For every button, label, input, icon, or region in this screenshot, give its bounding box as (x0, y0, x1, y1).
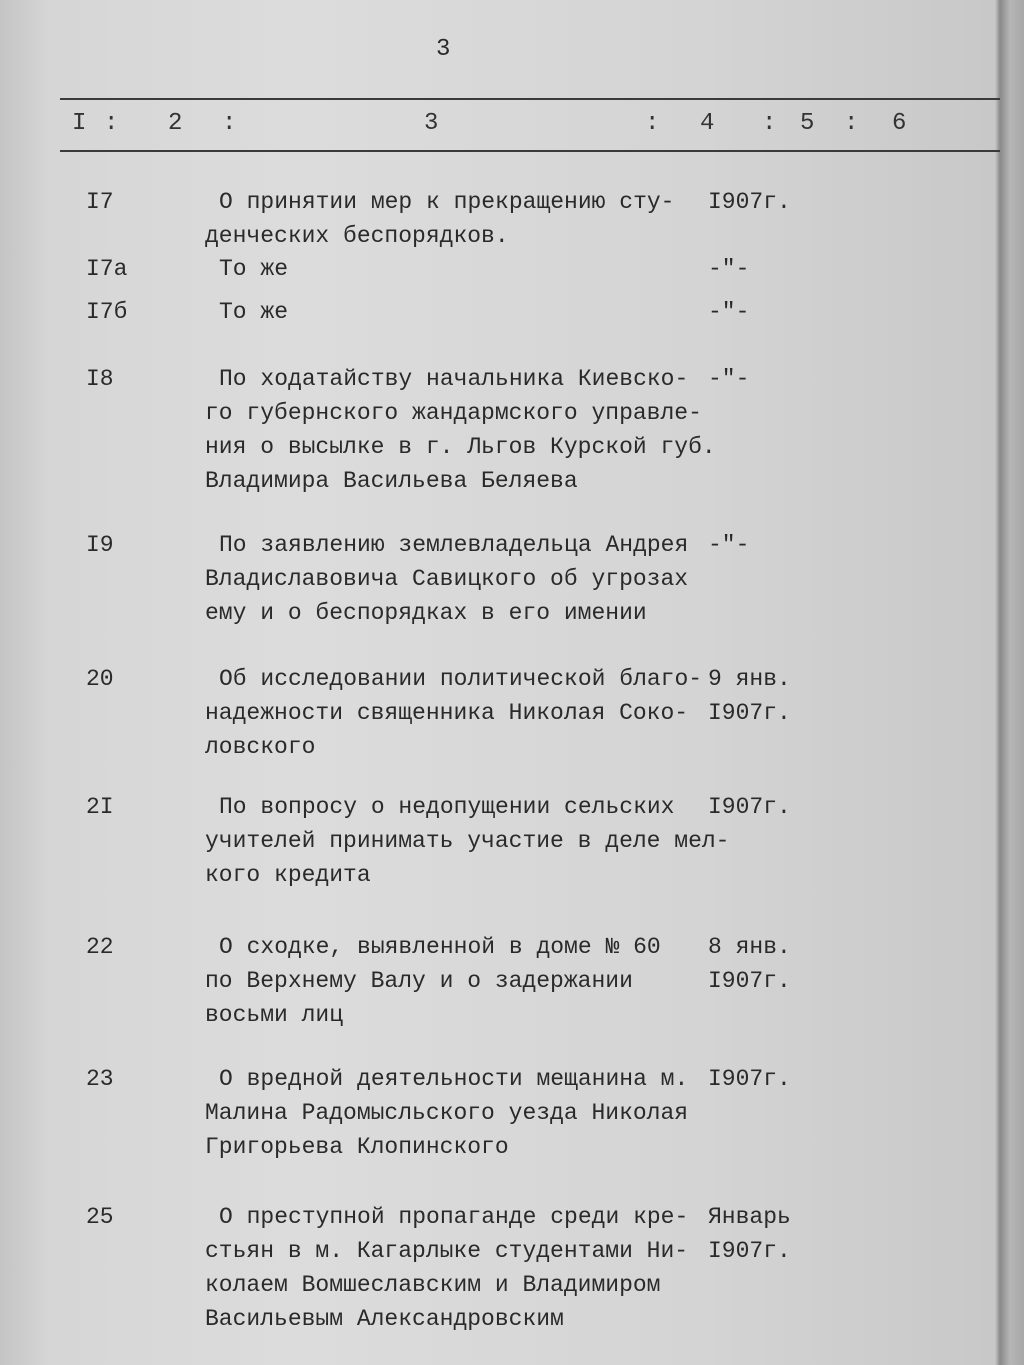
entry-number: I9 (86, 532, 114, 558)
description-line: учителей принимать участие в деле мел- (205, 828, 730, 854)
description-line: го губернского жандармского управле- (205, 400, 702, 426)
entry-date (708, 1200, 791, 1268)
entry-number: 22 (86, 934, 114, 960)
description-line: Об исследовании политической благо- (219, 666, 703, 692)
description-line: По заявлению землевладельца Андрея (219, 532, 689, 558)
description-line: О сходке, выявленной в доме № 60 (219, 934, 661, 960)
entry-number: I7 (86, 189, 114, 215)
date-line: -"- (708, 532, 750, 558)
column-separator: : (222, 110, 237, 137)
column-header: I (72, 110, 87, 137)
description-line: О вредной деятельности мещанина м. (219, 1066, 689, 1092)
description-line: кого кредита (205, 862, 371, 888)
entry-description (205, 185, 674, 253)
description-line: колаем Вомшеславским и Владимиром (205, 1272, 661, 1298)
description-line: надежности священника Николая Соко- (205, 700, 689, 726)
description-line: Владимира Васильева Беляева (205, 468, 578, 494)
date-line: I907г. (708, 700, 791, 726)
description-line: ему и о беспорядках в его имении (205, 600, 647, 626)
description-line: ния о высылке в г. Льгов Курской губ. (205, 434, 716, 460)
date-line: 9 янв. (708, 666, 791, 692)
entry-description (205, 930, 661, 1032)
entry-description (205, 1062, 688, 1164)
entry-date (708, 362, 749, 396)
header-bottom-rule (60, 150, 1000, 152)
date-line: Январь (708, 1204, 791, 1230)
description-line: По вопросу о недопущении сельских (219, 794, 675, 820)
date-line: I907г. (708, 189, 791, 215)
entry-description (205, 362, 716, 498)
date-line: I907г. (708, 1066, 791, 1092)
date-line: I907г. (708, 794, 791, 820)
column-header: 6 (892, 110, 907, 137)
description-line: ловского (205, 734, 316, 760)
page-number: 3 (436, 36, 451, 63)
description-line: По ходатайству начальника Киевско- (219, 366, 689, 392)
entry-number: 23 (86, 1066, 114, 1092)
date-line: -"- (708, 256, 750, 282)
entry-description (205, 252, 288, 286)
column-header: 2 (168, 110, 183, 137)
entry-number: 20 (86, 666, 114, 692)
column-header: 4 (700, 110, 715, 137)
column-separator: : (844, 110, 859, 137)
description-line: Малина Радомысльского уезда Николая (205, 1100, 689, 1126)
entry-description (205, 295, 288, 329)
description-line: О принятии мер к прекращению сту- (219, 189, 675, 215)
entry-description (205, 662, 702, 764)
entry-number: I7б (86, 299, 128, 325)
header-top-rule (60, 98, 1000, 100)
date-line: I907г. (708, 968, 791, 994)
column-separator: : (104, 110, 119, 137)
column-header: 3 (424, 110, 439, 137)
column-separator: : (762, 110, 777, 137)
description-line: по Верхнему Валу и о задержании (205, 968, 633, 994)
entry-number: I8 (86, 366, 114, 392)
entry-date (708, 1062, 791, 1096)
entry-number: I7а (86, 256, 128, 282)
column-header: 5 (800, 110, 815, 137)
description-line: То же (219, 299, 289, 325)
description-line: Васильевым Александровским (205, 1306, 564, 1332)
description-line: То же (219, 256, 289, 282)
entry-number: 2I (86, 794, 114, 820)
date-line: -"- (708, 299, 750, 325)
entry-date (708, 662, 791, 730)
description-line: стьян в м. Кагарлыке студентами Ни- (205, 1238, 689, 1264)
date-line: -"- (708, 366, 750, 392)
date-line: 8 янв. (708, 934, 791, 960)
entry-date (708, 528, 749, 562)
entry-date (708, 185, 791, 219)
description-line: Владиславовича Савицкого об угрозах (205, 566, 689, 592)
description-line: О преступной пропаганде среди кре- (219, 1204, 689, 1230)
description-line: Григорьева Клопинского (205, 1134, 509, 1160)
entry-description (205, 1200, 688, 1336)
date-line: I907г. (708, 1238, 791, 1264)
description-line: денческих беспорядков. (205, 223, 509, 249)
description-line: восьми лиц (205, 1002, 344, 1028)
column-separator: : (645, 110, 660, 137)
entry-date (708, 790, 791, 824)
entry-description (205, 790, 730, 892)
entry-date (708, 930, 791, 998)
entry-description (205, 528, 688, 630)
entry-date (708, 252, 749, 286)
entry-number: 25 (86, 1204, 114, 1230)
entry-date (708, 295, 749, 329)
